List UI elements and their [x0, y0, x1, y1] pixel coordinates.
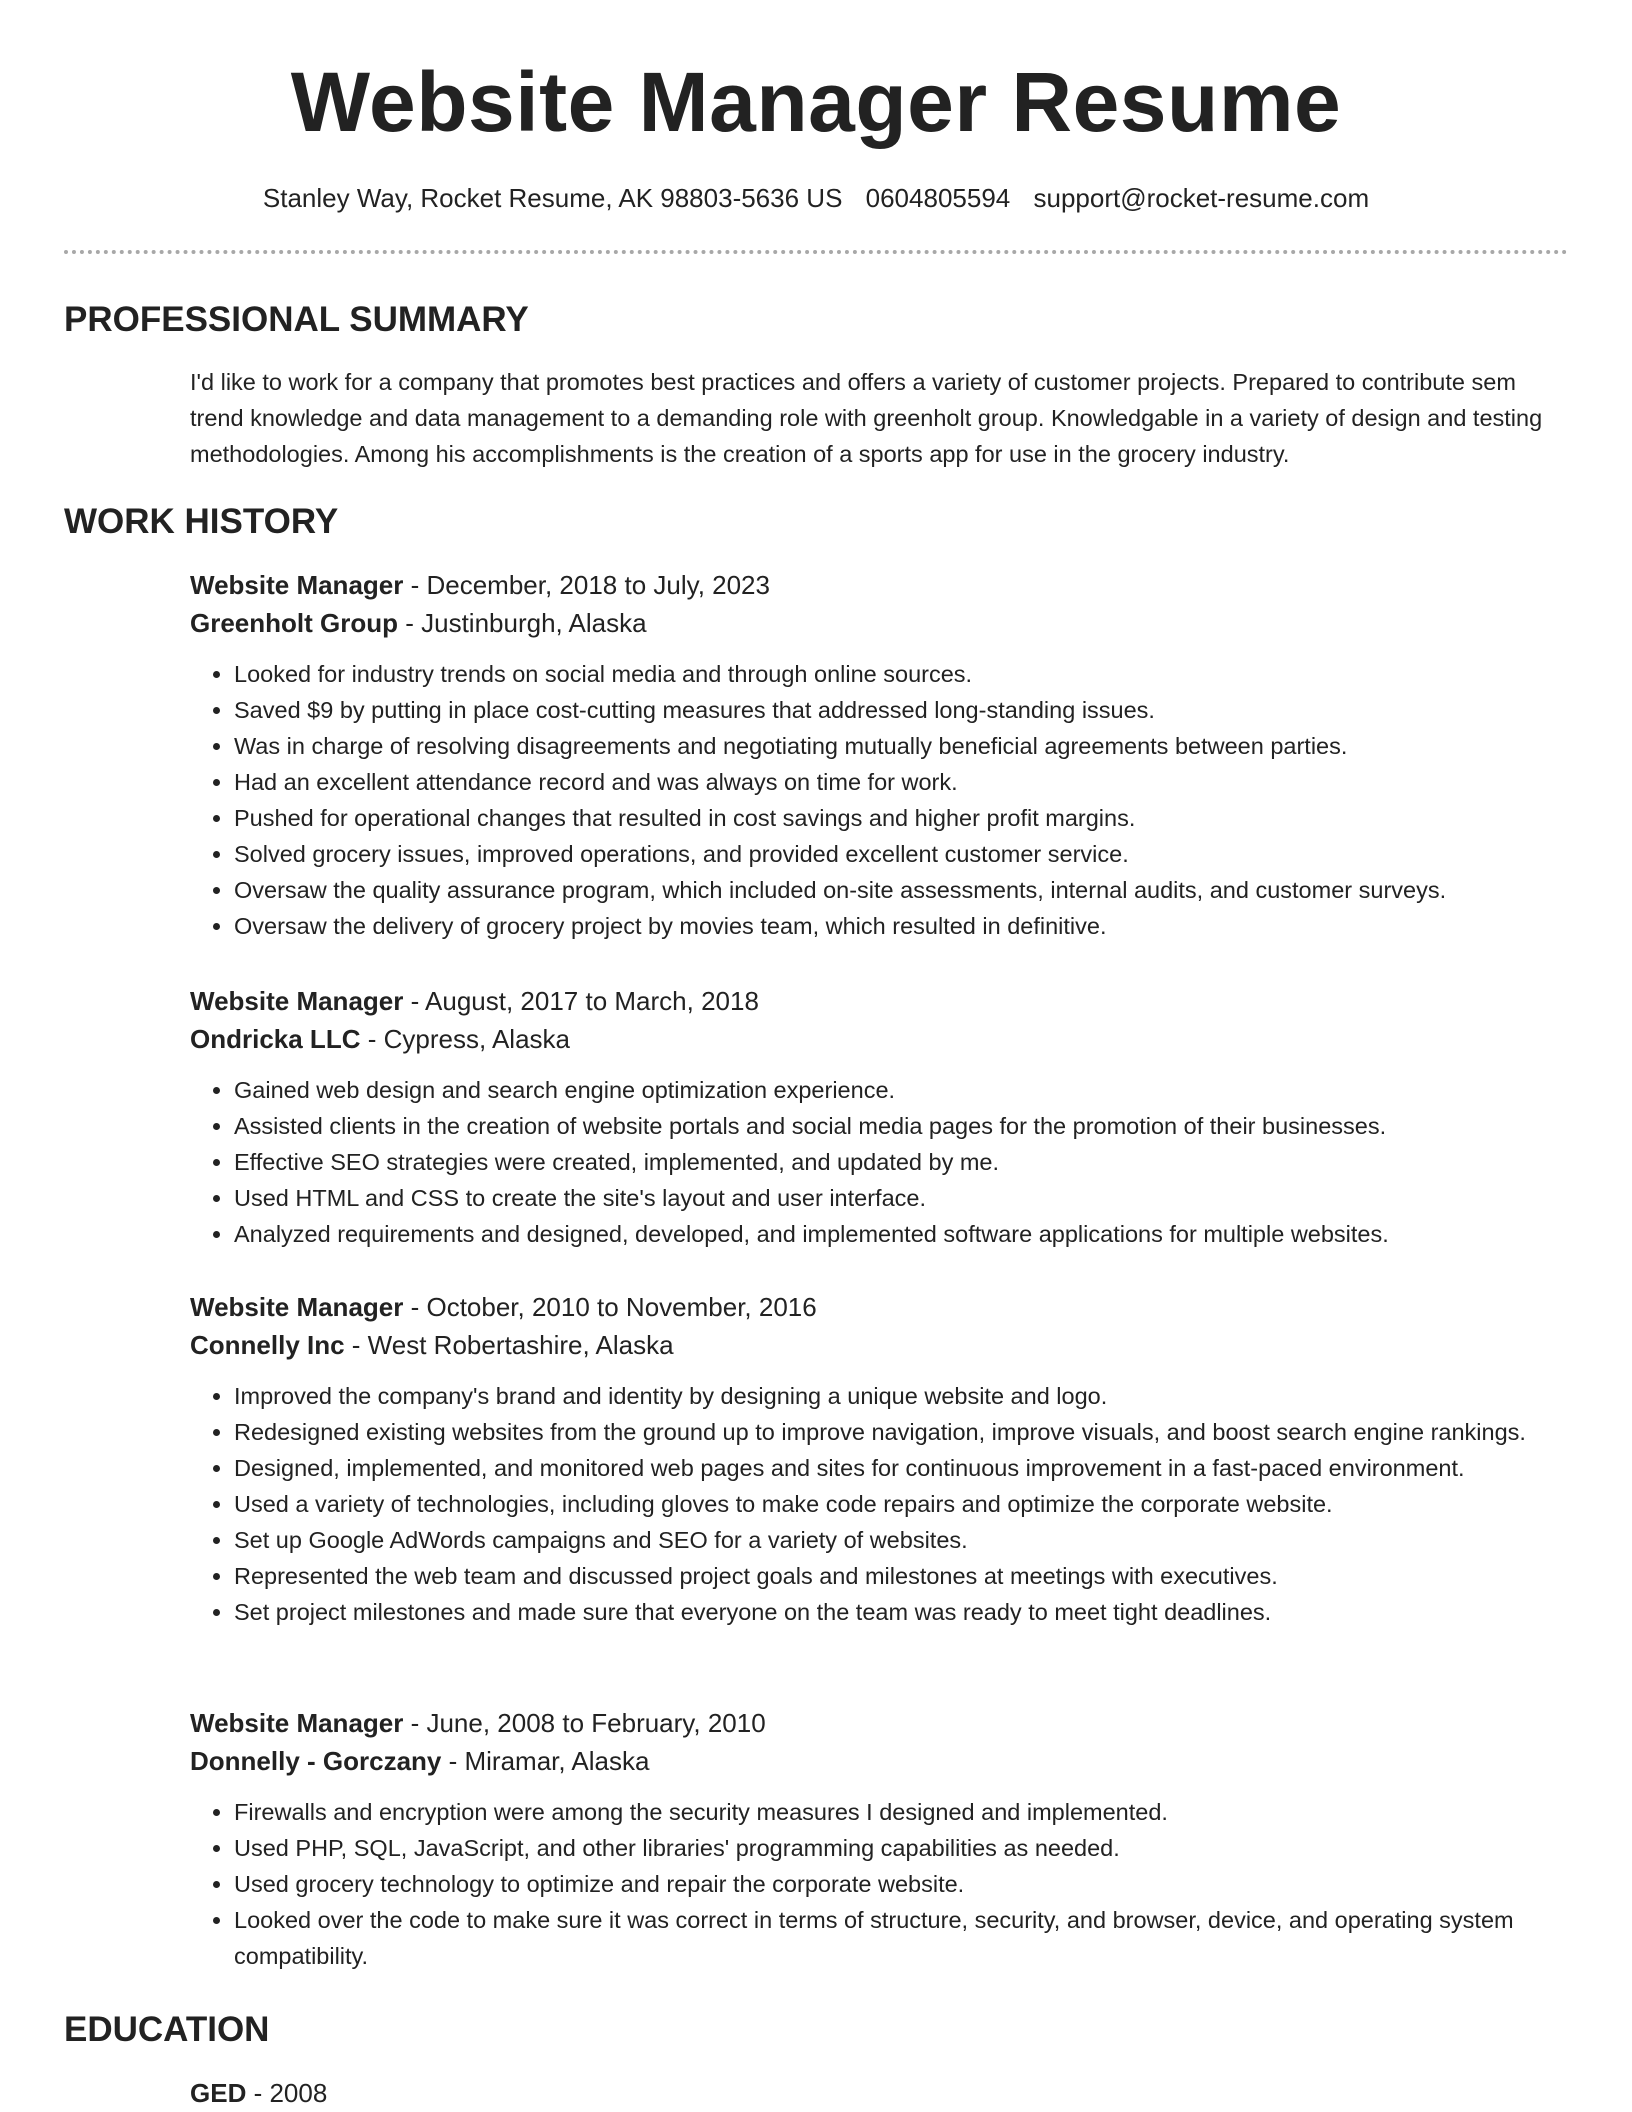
- contact-address: Stanley Way, Rocket Resume, AK 98803-5636 US: [262, 183, 843, 213]
- job-company-line: [190, 1326, 1580, 1364]
- job-entry: [190, 982, 1580, 1252]
- summary-text: I'd like to work for a company that promotes best practices and offers a variety of customer projects. Prepared to contribute sem trend knowledge and data management to a demanding role with greenholt group. Knowledgable in a variety of design and testing methodologies. Among his accomplishments is the creation of a sports app for use in the grocery industry.: [190, 369, 1543, 467]
- list-item: • Used grocery technology to optimize and repair the corporate website.: [234, 1866, 1580, 1902]
- job-company-line: [190, 1742, 1580, 1780]
- list-item: • Designed, implemented, and monitored web pages and sites for continuous improvement in a fast-paced environment.: [234, 1450, 1580, 1486]
- contact-line: [0, 180, 1632, 216]
- job-entry: [190, 566, 1580, 944]
- job-role: Website Manager: [190, 1708, 404, 1738]
- job-role: Website Manager: [190, 986, 404, 1016]
- contact-email: support@rocket-resume.com: [1033, 183, 1370, 213]
- list-item: • Gained web design and search engine optimization experience.: [234, 1072, 1580, 1108]
- job-dates: - August, 2017 to March, 2018: [403, 986, 759, 1016]
- job-title-line: [190, 566, 1580, 604]
- job-location: - West Robertashire, Alaska: [344, 1330, 674, 1360]
- job-dates: - December, 2018 to July, 2023: [403, 570, 770, 600]
- job-company-line: [190, 1020, 1580, 1058]
- job-location: - Cypress, Alaska: [360, 1024, 570, 1054]
- list-item: • Used a variety of technologies, including gloves to make code repairs and optimize the corporate website.: [234, 1486, 1580, 1522]
- list-item: • Oversaw the delivery of grocery project by movies team, which resulted in definitive.: [234, 908, 1580, 944]
- job-company-line: [190, 604, 1580, 642]
- job-title-line: [190, 982, 1580, 1020]
- job-company: Ondricka LLC: [190, 1024, 361, 1054]
- job-company: Connelly Inc: [190, 1330, 345, 1360]
- job-dates: - October, 2010 to November, 2016: [403, 1292, 817, 1322]
- list-item: • Firewalls and encryption were among the security measures I designed and implemented.: [234, 1794, 1580, 1830]
- list-item: • Used HTML and CSS to create the site's layout and user interface.: [234, 1180, 1580, 1216]
- job-entry: [190, 1704, 1580, 1974]
- list-item: • Used PHP, SQL, JavaScript, and other libraries' programming capabilities as needed.: [234, 1830, 1580, 1866]
- list-item: • Was in charge of resolving disagreements and negotiating mutually beneficial agreements between parties.: [234, 728, 1580, 764]
- list-item: • Improved the company's brand and identity by designing a unique website and logo.: [234, 1378, 1580, 1414]
- job-location: - Miramar, Alaska: [441, 1746, 650, 1776]
- list-item: • Pushed for operational changes that resulted in cost savings and higher profit margins.: [234, 800, 1580, 836]
- job-dates: - June, 2008 to February, 2010: [403, 1708, 766, 1738]
- list-item: • Set project milestones and made sure that everyone on the team was ready to meet tight deadlines.: [234, 1594, 1580, 1630]
- list-item: • Solved grocery issues, improved operations, and provided excellent customer service.: [234, 836, 1580, 872]
- job-bullets: [190, 656, 1580, 944]
- job-bullets: [190, 1378, 1580, 1630]
- list-item: • Looked over the code to make sure it was correct in terms of structure, security, and browser, device, and operating system compatibility.: [234, 1902, 1580, 1974]
- contact-phone: 0604805594: [865, 183, 1011, 213]
- education-entry: [190, 2074, 327, 2112]
- education-year: - 2008: [246, 2078, 328, 2108]
- list-item: • Represented the web team and discussed project goals and milestones at meetings with executives.: [234, 1558, 1580, 1594]
- section-title-summary: PROFESSIONAL SUMMARY: [64, 300, 529, 339]
- job-company: Greenholt Group: [190, 608, 398, 638]
- job-location: - Justinburgh, Alaska: [398, 608, 647, 638]
- resume-title: Website Manager Resume: [290, 55, 1342, 149]
- list-item: • Effective SEO strategies were created, implemented, and updated by me.: [234, 1144, 1580, 1180]
- job-bullets: [190, 1794, 1580, 1974]
- section-title-work: WORK HISTORY: [64, 502, 339, 541]
- list-item: • Saved $9 by putting in place cost-cutting measures that addressed long-standing issues.: [234, 692, 1580, 728]
- section-title-education: EDUCATION: [64, 2010, 270, 2049]
- list-item: • Redesigned existing websites from the ground up to improve navigation, improve visuals, and boost search engine rankings.: [234, 1414, 1580, 1450]
- job-company: Donnelly - Gorczany: [190, 1746, 442, 1776]
- job-entry: [190, 1288, 1580, 1630]
- job-title-line: [190, 1288, 1580, 1326]
- list-item: • Had an excellent attendance record and was always on time for work.: [234, 764, 1580, 800]
- list-item: • Analyzed requirements and designed, developed, and implemented software applications for multiple websites.: [234, 1216, 1580, 1252]
- list-item: • Assisted clients in the creation of website portals and social media pages for the promotion of their businesses.: [234, 1108, 1580, 1144]
- job-title-line: [190, 1704, 1580, 1742]
- education-degree: GED: [190, 2078, 247, 2108]
- job-bullets: [190, 1072, 1580, 1252]
- job-role: Website Manager: [190, 1292, 404, 1322]
- list-item: • Set up Google AdWords campaigns and SEO for a variety of websites.: [234, 1522, 1580, 1558]
- list-item: • Oversaw the quality assurance program, which included on-site assessments, internal audits, and customer surveys.: [234, 872, 1580, 908]
- job-role: Website Manager: [190, 570, 404, 600]
- header-divider: [64, 250, 1568, 254]
- list-item: • Looked for industry trends on social media and through online sources.: [234, 656, 1580, 692]
